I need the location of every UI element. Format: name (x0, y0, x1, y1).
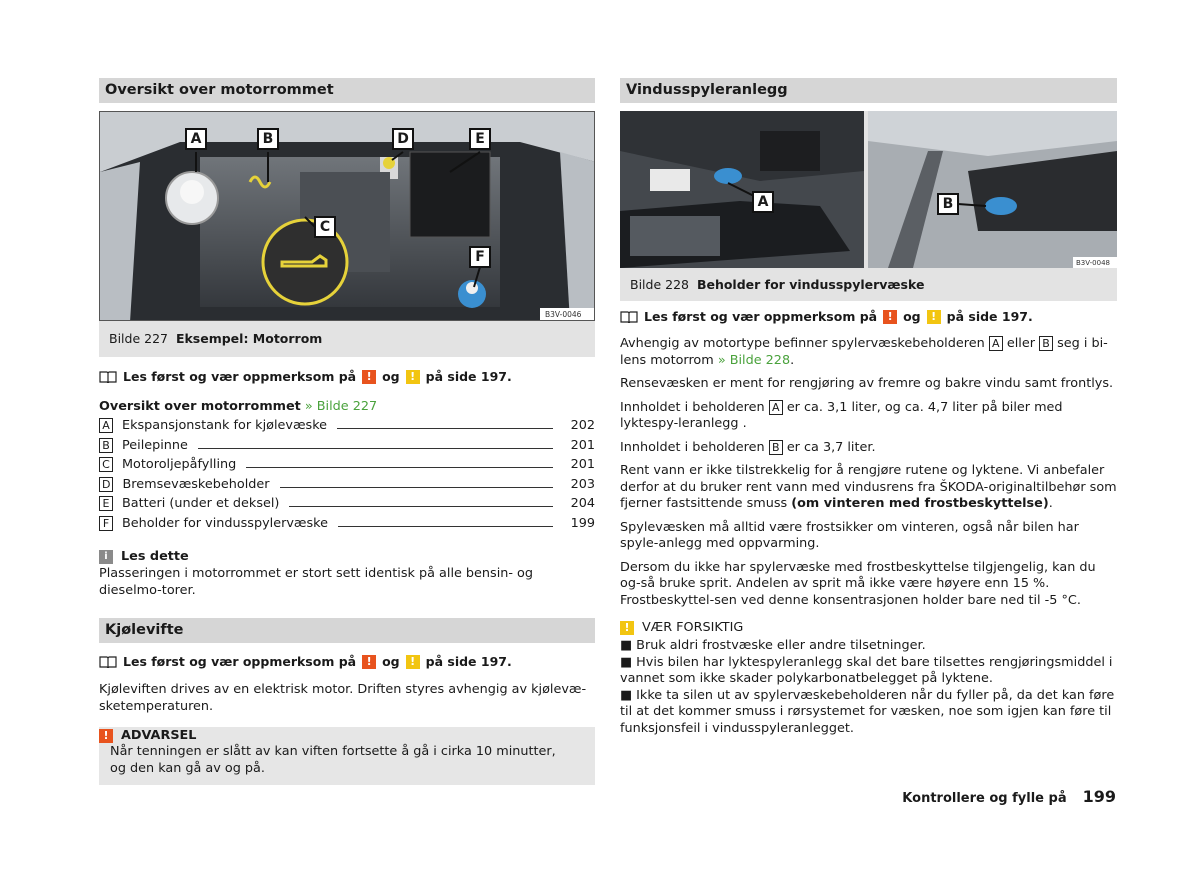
item-key: B (99, 438, 113, 453)
fan-text: Kjøleviften drives av en elektrisk motor. Driften styres avhengig av kjølevæ-sketemperaturen. (99, 682, 587, 714)
list-item (99, 516, 595, 536)
info-icon: i (99, 550, 113, 564)
list-item (99, 477, 595, 497)
list-item (99, 457, 595, 477)
item-page[interactable]: 201 (570, 457, 595, 472)
figure-227-caption (99, 321, 595, 357)
read-first-pre: Les først og vær oppmerksom på (123, 369, 357, 384)
callout-b: B (257, 128, 279, 150)
read-first-and: og (903, 309, 921, 324)
paragraph-3: Innholdet i beholderen A er ca. 3,1 liter, og ca. 4,7 liter på biler med lyktespy-leranlegg . (620, 399, 1063, 431)
exclamation-icon: ! (406, 370, 420, 384)
footer-section: Kontrollere og fylle på (902, 791, 1067, 806)
item-label: Batteri (under et deksel) (122, 496, 280, 511)
note-title: Les dette (121, 549, 189, 564)
warning-text: Når tenningen er slått av kan viften fortsette å gå i cirka 10 minutter, og den kan gå av og på. (110, 744, 556, 776)
paragraph-2: Rensevæsken er ment for rengjøring av fremre og bakre vindu samt frontlys. (620, 376, 1114, 391)
warning-box (99, 727, 595, 785)
paragraph-4: Innholdet i beholderen B er ca 3,7 liter. (620, 439, 876, 455)
read-first-post: på side 197. (425, 369, 512, 384)
figure-code: B3V-0046 (545, 310, 582, 319)
item-label: Ekspansjonstank for kjølevæske (122, 418, 328, 433)
warning-title: ADVARSEL (121, 728, 197, 743)
engine-washer-illustration-a (620, 111, 864, 268)
item-key: F (99, 516, 113, 531)
item-page[interactable]: 199 (570, 515, 595, 531)
section-title-engine-overview: Oversikt over motorrommet (99, 78, 595, 103)
read-first-notice (99, 369, 595, 384)
washer-image-left (620, 111, 864, 268)
callout-e: E (469, 128, 491, 150)
read-first-pre: Les først og vær oppmerksom på (123, 654, 357, 669)
paragraph-1: Avhengig av motortype befinner spylervæskebeholderen A eller B seg i bi-lens motorrom » Bilde 228. (620, 336, 1108, 368)
warning-heading (99, 727, 595, 744)
callout-d: D (392, 128, 414, 150)
read-first-post: på side 197. (946, 309, 1033, 324)
item-page[interactable]: 203 (570, 476, 595, 492)
note-heading (99, 549, 595, 564)
section-title-cooling-fan: Kjølevifte (99, 618, 595, 643)
exclamation-icon: ! (406, 655, 420, 669)
label-box: B (769, 440, 783, 455)
item-key: A (99, 418, 113, 433)
overview-list (99, 418, 595, 535)
book-icon (99, 656, 117, 668)
item-label: Motoroljepåfylling (122, 457, 237, 472)
figure-code: B3V-0048 (1076, 259, 1110, 267)
list-item (99, 438, 595, 458)
figure-link[interactable]: » Bilde 228 (717, 352, 791, 368)
figure-228-images (620, 111, 1117, 268)
item-key: D (99, 477, 113, 492)
note-text: Plasseringen i motorrommet er stort sett identisk på alle bensin- og dieselmo-torer. (99, 566, 534, 598)
caution-item: ■ Hvis bilen har lyktespyleranlegg skal det bare tilsettes rengjøringsmiddel i vannet som ikke skader polykarbonatbelegget på lyktene. (620, 654, 1113, 686)
read-first-pre: Les først og vær oppmerksom på (644, 309, 878, 324)
read-first-notice (99, 654, 595, 669)
exclamation-icon: ! (362, 655, 376, 669)
figure-228 (620, 111, 1117, 301)
engine-washer-illustration-b (868, 111, 1117, 268)
exclamation-icon: ! (927, 310, 941, 324)
section-title-washer: Vindusspyleranlegg (620, 78, 1117, 103)
callout-b: B (937, 193, 959, 215)
callout-c: C (314, 216, 336, 238)
read-first-post: på side 197. (425, 654, 512, 669)
caution-item: ■ Ikke ta silen ut av spylervæskebeholderen når du fyller på, da det kan føre til at det kommer smuss i rørsystemet for væsken, noe som igjen kan føre til funksjonsfeil i vindusspyleranlegget. (620, 687, 1115, 736)
read-first-notice (620, 309, 1117, 324)
caption-number: Bilde 228 (630, 277, 689, 292)
right-column (620, 78, 1117, 737)
label-box: A (989, 336, 1003, 351)
callout-a: A (752, 191, 774, 213)
paragraph-7: Dersom du ikke har spylervæske med frostbeskyttelse tilgjengelig, kan du og-så bruke sprit. Andelen av sprit må ikke være høyere enn 15 %. Frostbeskyttel-sen ved denne konsentrasjonen holder bare ned til -5 °C. (620, 559, 1096, 608)
overview-heading (99, 399, 595, 415)
caution-title: VÆR FORSIKTIG (642, 620, 744, 635)
exclamation-icon: ! (883, 310, 897, 324)
book-icon (99, 371, 117, 383)
callout-f: F (469, 246, 491, 268)
callout-a: A (185, 128, 207, 150)
item-page[interactable]: 204 (570, 496, 595, 511)
exclamation-icon: ! (620, 621, 634, 635)
caption-number: Bilde 227 (109, 331, 168, 346)
item-label: Peilepinne (122, 437, 188, 453)
exclamation-icon: ! (362, 370, 376, 384)
item-key: E (99, 496, 113, 511)
paragraph-6: Spylevæsken må alltid være frostsikker om vinteren, også når bilen har spyle-anlegg med oppvarming. (620, 519, 1079, 551)
book-icon (620, 311, 638, 323)
list-item (99, 418, 595, 438)
read-first-and: og (382, 654, 400, 669)
caption-text: Eksempel: Motorrom (175, 331, 323, 346)
page-footer (902, 787, 1116, 806)
engine-bay-illustration (100, 112, 595, 321)
caution-item: ■ Bruk aldri frostvæske eller andre tilsetninger. (620, 638, 926, 653)
caption-text: Beholder for vindusspylervæske (696, 277, 925, 292)
left-column (99, 78, 595, 785)
figure-228-caption (620, 268, 1117, 301)
label-box: B (1039, 336, 1053, 351)
caution-heading (620, 620, 1117, 635)
figure-link[interactable]: » Bilde 227 (304, 399, 378, 414)
item-page[interactable]: 201 (570, 437, 595, 453)
item-label: Bremsevæskebeholder (122, 476, 270, 492)
paragraph-5: Rent vann er ikke tilstrekkelig for å rengjøre rutene og lyktene. Vi anbefaler derfor at du bruker rent vann med vindusrens fra ŠKODA-originaltilbehør som fjerner fastsittende smuss (om vinteren med frostbeskyttelse). (620, 463, 1117, 511)
page-number: 199 (1082, 787, 1116, 806)
item-key: C (99, 457, 113, 472)
read-first-and: og (382, 369, 400, 384)
list-item (99, 496, 595, 516)
overview-label: Oversikt over motorrommet (99, 399, 301, 414)
exclamation-icon: ! (99, 729, 113, 743)
caution-block (620, 620, 1117, 737)
item-page[interactable]: 202 (570, 418, 595, 433)
item-label: Beholder for vindusspylervæske (122, 515, 328, 531)
washer-image-right (868, 111, 1117, 268)
label-box: A (769, 400, 783, 415)
figure-227-engine-bay (99, 111, 595, 321)
